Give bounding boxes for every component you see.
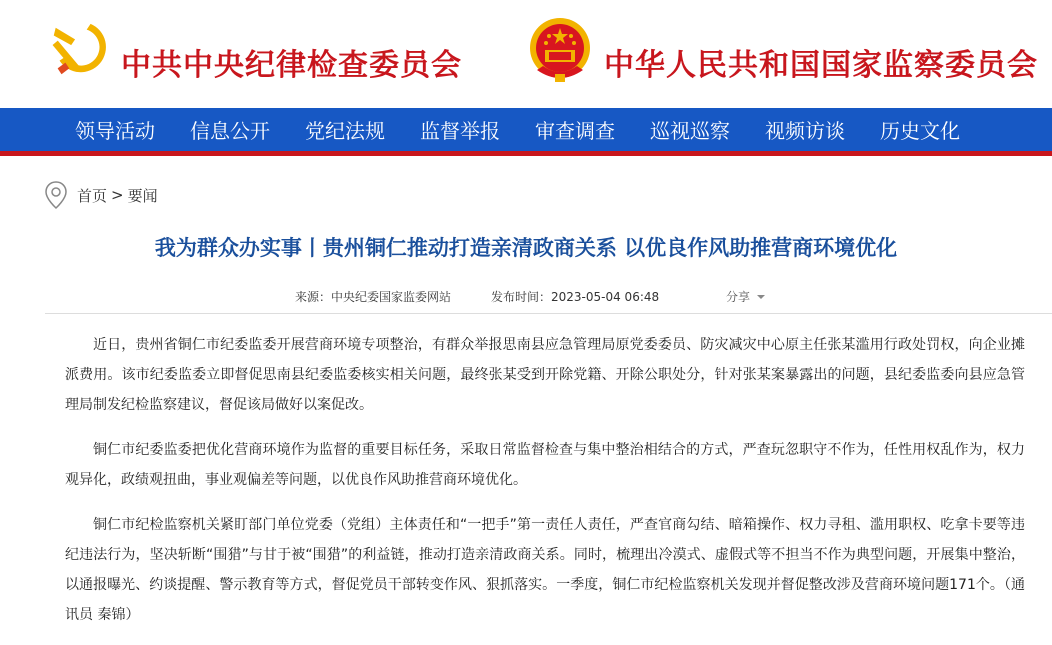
nav-item-regulations[interactable]: 党纪法规 (305, 119, 385, 143)
state-commission-title[interactable]: 中华人民共和国国家监察委员会 (604, 48, 1038, 83)
article-paragraph: 铜仁市纪委监委把优化营商环境作为监督的重要目标任务，采取日常监督检查与集中整治相结合的方式，严查玩忽职守不作为，任性用权乱作为，权力观异化，政绩观扭曲，事业观偏差等问题，以优良作风助推营商环境优化。 (65, 442, 1025, 488)
national-emblem-icon[interactable] (527, 14, 593, 86)
site-header (0, 0, 1052, 108)
nav-item-history[interactable]: 历史文化 (880, 119, 960, 143)
nav-item-leadership[interactable]: 领导活动 (75, 119, 155, 143)
share-button[interactable] (726, 288, 766, 305)
location-pin-icon (45, 181, 67, 209)
meta-divider (45, 313, 1052, 314)
main-nav (0, 108, 1052, 156)
article-publish-time: 发布时间：2023-05-04 06:48 (491, 290, 660, 304)
breadcrumb-separator: > (111, 186, 124, 204)
article-paragraph: 铜仁市纪检监察机关紧盯部门单位党委（党组）主体责任和“一把手”第一责任人责任，严查官商勾结、暗箱操作、权力寻租、滥用职权、吃拿卡要等违纪违法行为，坚决斩断“围猎”与甘于被“围猎”的利益链，推动打造亲清政商关系。同时，梳理出冷漠式、虚假式等不担当不作为典型问题，开展集中整治，以通报曝光、约谈提醒、警示教育等方式，督促党员干部转变作风、狠抓落实。一季度，铜仁市纪检监察机关发现并督促整改涉及营商环境问题171个。（通讯员 秦锦） (65, 517, 1025, 623)
chevron-down-icon (756, 293, 766, 301)
article-title: 我为群众办实事丨贵州铜仁推动打造亲清政商关系 以优良作风助推营商环境优化 (154, 236, 898, 260)
article-body (65, 330, 1025, 645)
breadcrumb-current-link[interactable]: 要闻 (127, 186, 158, 205)
article-paragraph: 近日，贵州省铜仁市纪委监委开展营商环境专项整治，有群众举报思南县应急管理局原党委委员、防灾减灾中心原主任张某滥用行政处罚权，向企业摊派费用。该市纪委监委立即督促思南县纪委监委核实相关问题，最终张某受到开除党籍、开除公职处分，针对张某案暴露出的问题，县纪委监委向县应急管理局制发纪检监察建议，督促该局做好以案促改。 (65, 337, 1025, 413)
breadcrumb (45, 181, 158, 209)
nav-item-info-disclosure[interactable]: 信息公开 (190, 119, 270, 143)
nav-item-inspection[interactable]: 巡视巡察 (650, 119, 730, 143)
share-label: 分享 (726, 290, 751, 304)
nav-item-investigation[interactable]: 审查调查 (535, 119, 615, 143)
breadcrumb-home-link[interactable]: 首页 (77, 186, 108, 205)
article-source: 来源：中央纪委国家监委网站 (295, 290, 452, 304)
party-commission-title[interactable]: 中共中央纪律检查委员会 (121, 48, 462, 83)
nav-item-video[interactable]: 视频访谈 (765, 119, 845, 143)
party-emblem-icon[interactable] (46, 18, 108, 80)
nav-item-report[interactable]: 监督举报 (420, 119, 500, 143)
